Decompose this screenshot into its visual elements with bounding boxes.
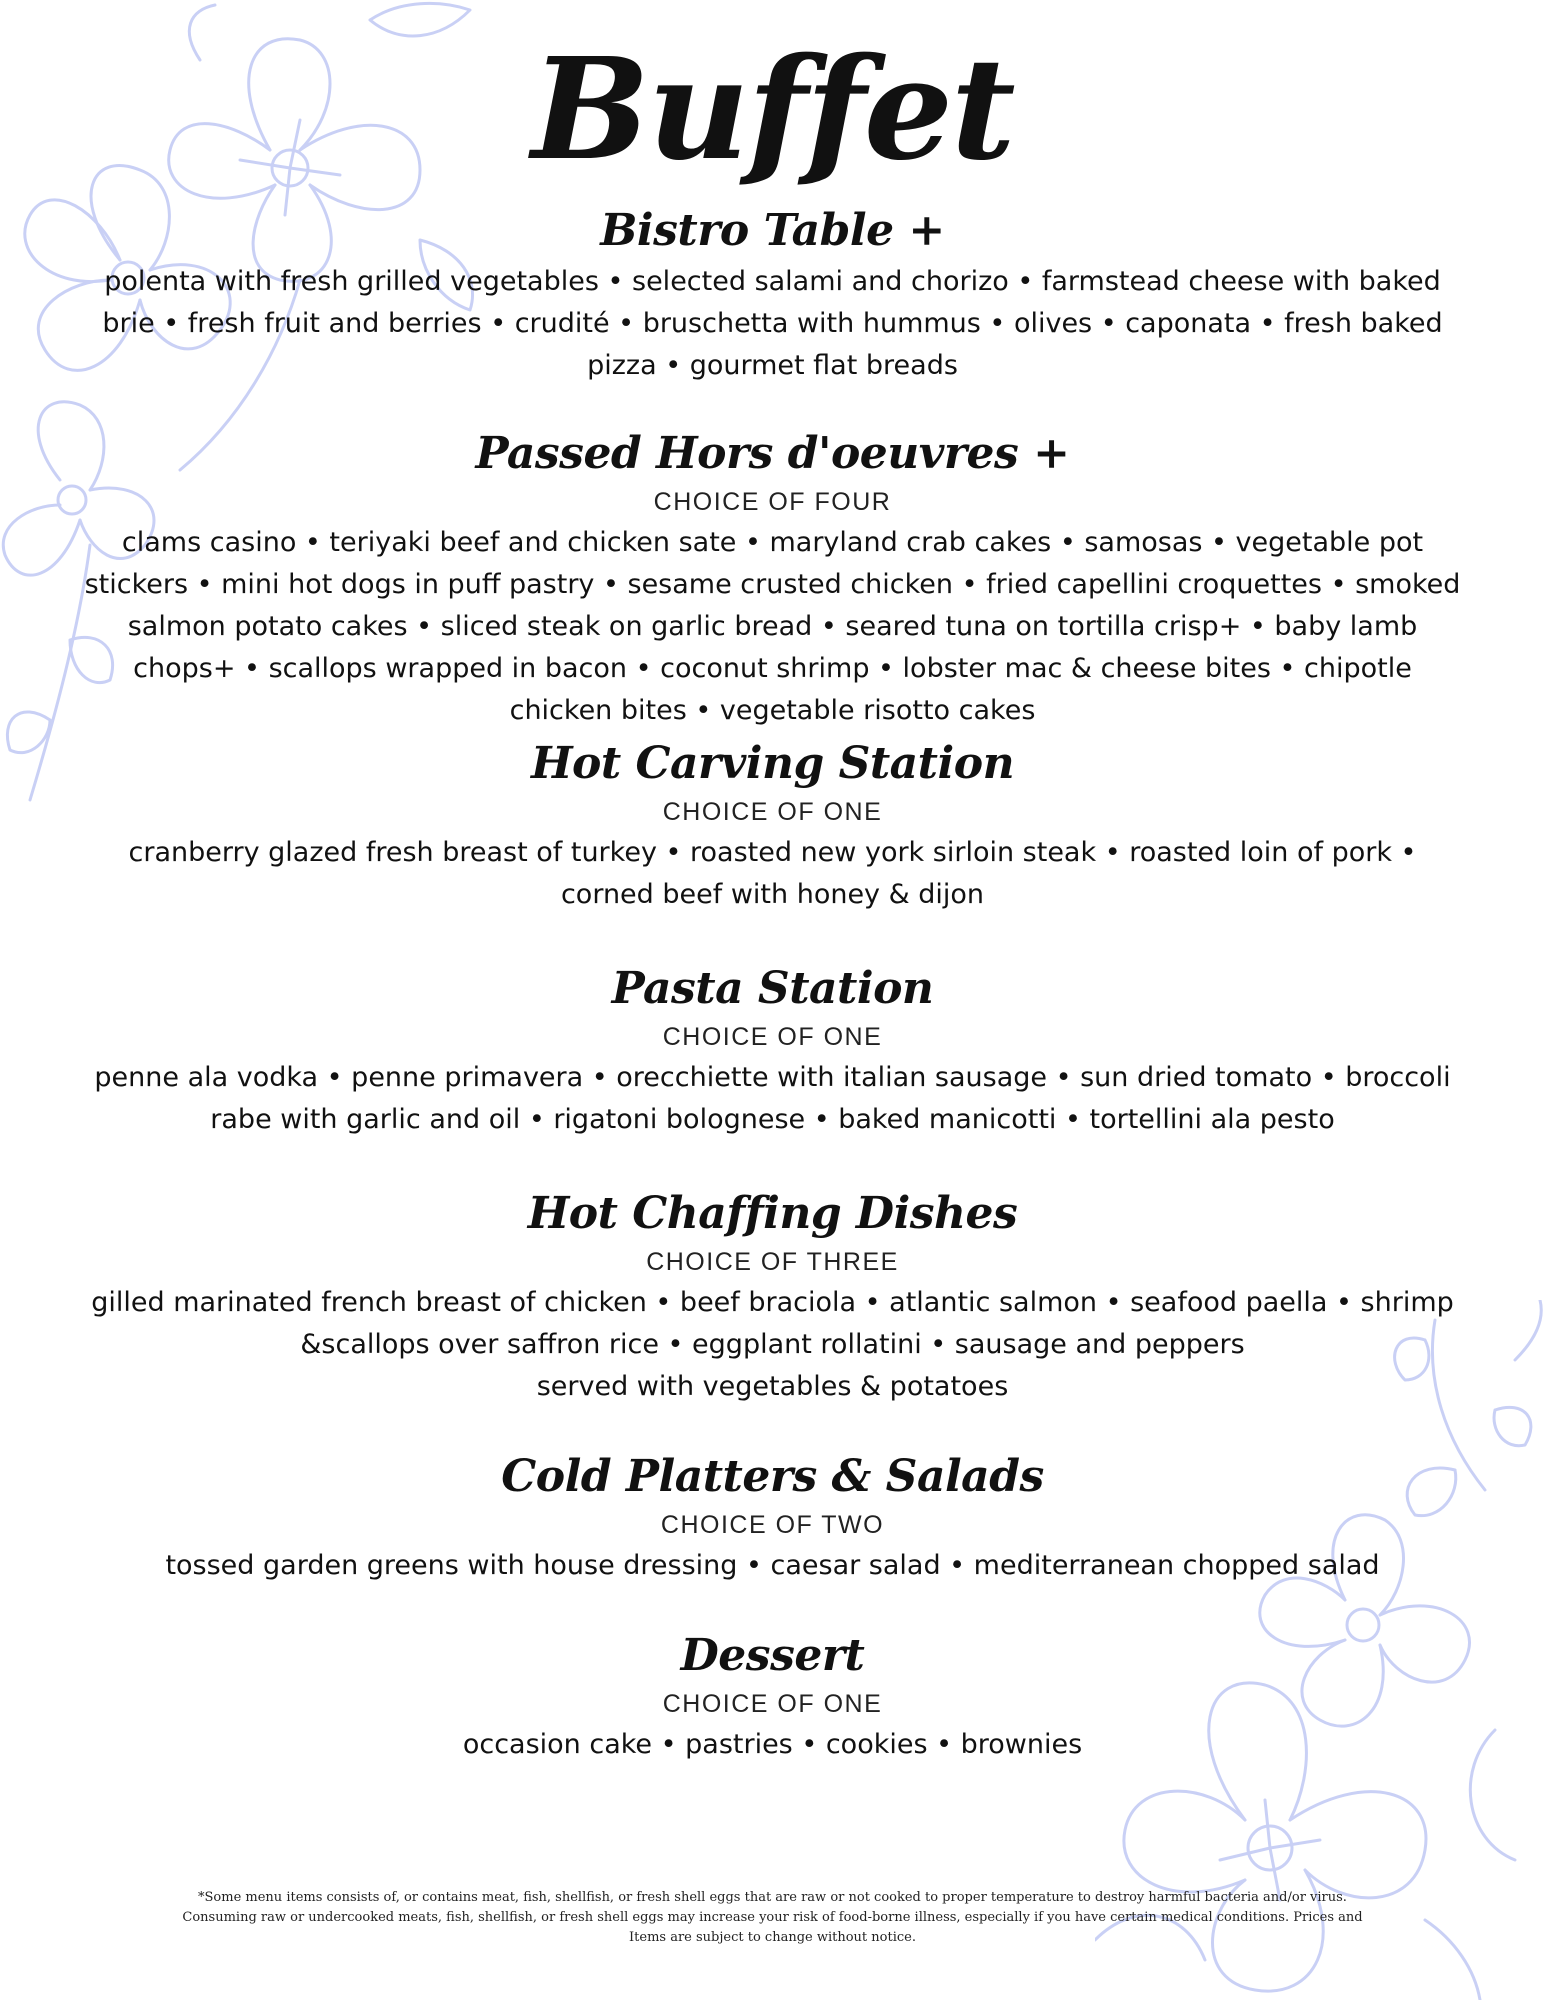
section-heading: Bistro Table +	[600, 205, 945, 256]
section-items: cranberry glazed fresh breast of turkey • roasted new york sirloin steak • roasted loin of pork • corned beef with honey & dijon	[128, 837, 1417, 910]
section-items: polenta with fresh grilled vegetables • selected salami and chorizo • farmstead cheese with baked brie • fresh fruit and berries • crudité • bruschetta with hummus • olives • caponata • fresh baked pizza • gourmet flat breads	[102, 266, 1443, 381]
section-choice: CHOICE OF TWO	[660, 1511, 885, 1539]
disclaimer-footnote: *Some menu items consists of, or contains meat, fish, shellfish, or fresh shell eggs that are raw or not cooked to proper temperature to destroy harmful bacteria and/or virus. Consuming raw or undercooked meats, fish, shellfish, or fresh shell eggs may increase your risk of food-borne illness, especially if you have certain medical conditions. Prices and Items are subject to change without notice.	[182, 1890, 1363, 1945]
section-hot-chaffing-dishes	[80, 1186, 1465, 1408]
section-items: penne ala vodka • penne primavera • orecchiette with italian sausage • sun dried tomato • broccoli rabe with garlic and oil • rigatoni bolognese • baked manicotti • tortellini ala pesto	[94, 1062, 1451, 1135]
section-heading: Hot Carving Station	[530, 738, 1015, 789]
section-heading: Passed Hors d'oeuvres +	[475, 428, 1070, 479]
section-choice: CHOICE OF FOUR	[653, 488, 892, 516]
section-heading: Hot Chaffing Dishes	[527, 1188, 1018, 1239]
section-choice: CHOICE OF ONE	[662, 798, 883, 826]
section-choice: CHOICE OF THREE	[646, 1248, 899, 1276]
section-items: clams casino • teriyaki beef and chicken sate • maryland crab cakes • samosas • vegetable pot stickers • mini hot dogs in puff pastry • sesame crusted chicken • fried capellini croquettes • smoked salmon potato cakes • sliced steak on garlic bread • seared tuna on tortilla crisp+ • baby lamb chops+ • scallops wrapped in bacon • coconut shrimp • lobster mac & cheese bites • chipotle chicken bites • vegetable risotto cakes	[84, 527, 1461, 726]
section-passed-hors-doeuvres	[80, 426, 1465, 732]
section-choice: CHOICE OF ONE	[662, 1690, 883, 1718]
section-pasta-station	[80, 961, 1465, 1141]
section-note: served with vegetables & potatoes	[536, 1371, 1009, 1402]
section-items: tossed garden greens with house dressing • caesar salad • mediterranean chopped salad	[165, 1550, 1380, 1581]
section-heading: Pasta Station	[611, 963, 934, 1014]
page-title: Buffet	[531, 28, 1014, 192]
section-heading: Dessert	[680, 1630, 865, 1681]
section-heading: Cold Platters & Salads	[501, 1451, 1044, 1502]
section-items: gilled marinated french breast of chicken • beef braciola • atlantic salmon • seafood paella • shrimp &scallops over saffron rice • eggplant rollatini • sausage and peppers	[91, 1287, 1454, 1360]
section-choice: CHOICE OF ONE	[662, 1023, 883, 1051]
section-cold-platters-salads	[80, 1449, 1465, 1587]
section-dessert	[80, 1628, 1465, 1766]
section-items: occasion cake • pastries • cookies • brownies	[462, 1729, 1083, 1760]
section-hot-carving-station	[80, 736, 1465, 916]
section-bistro-table	[80, 203, 1465, 387]
